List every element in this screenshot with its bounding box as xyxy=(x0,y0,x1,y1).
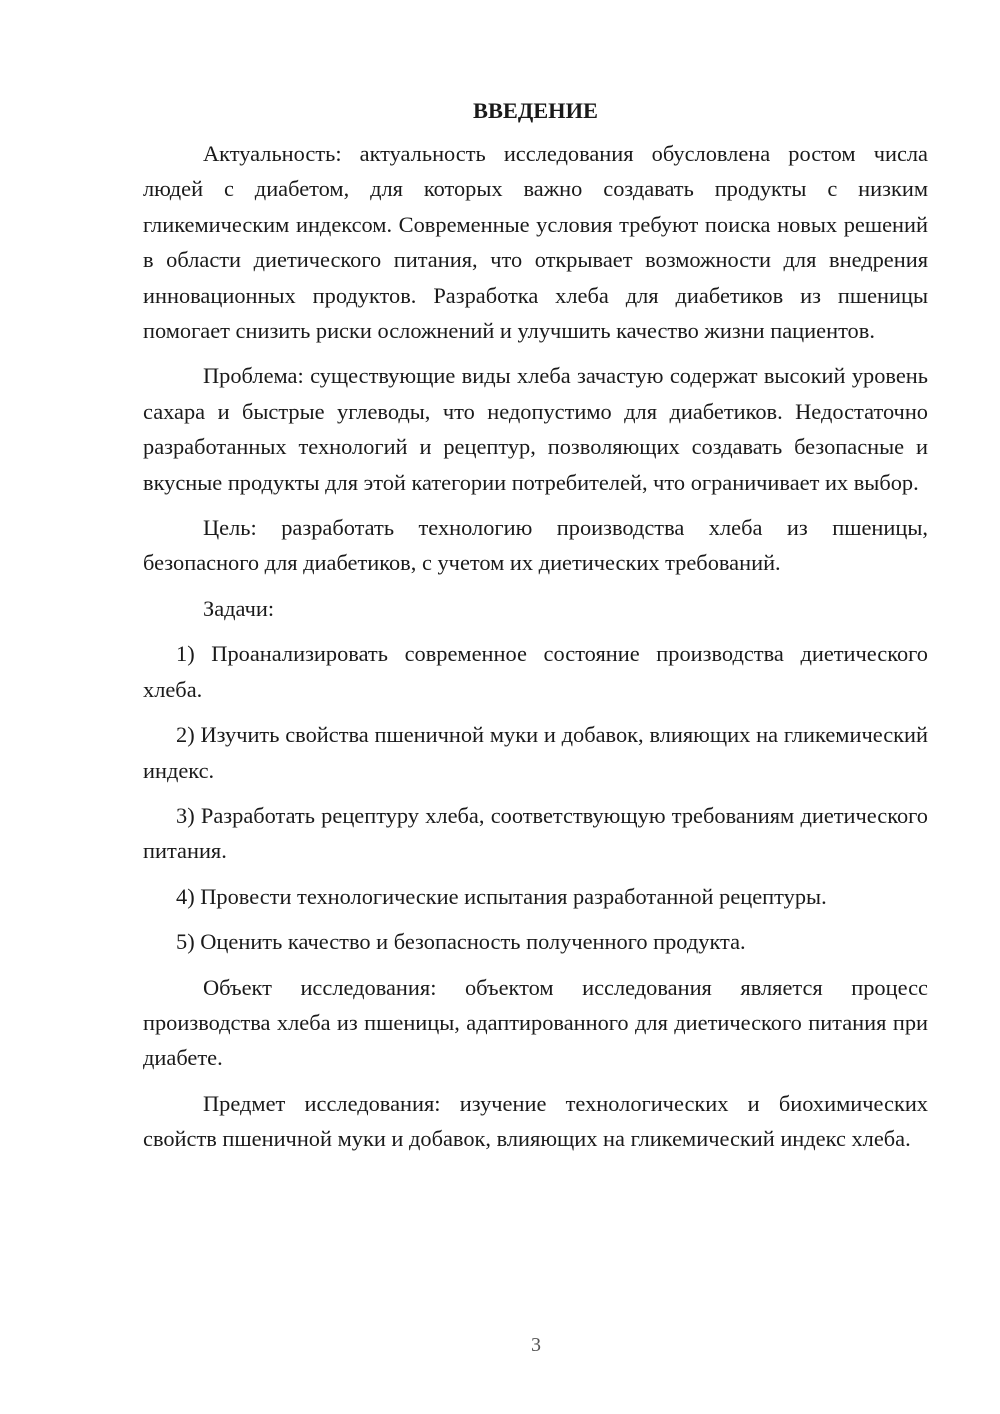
paragraph-goal: Цель: разработать технологию производства хлеба из пшеницы, безопасного для диабетиков, с учетом их диетических требований. xyxy=(143,515,928,576)
paragraph-subject: Предмет исследования: изучение технологических и биохимических свойств пшеничной муки и добавок, влияющих на гликемический индекс хлеба. xyxy=(143,1090,928,1152)
task-item-2: 2) Изучить свойства пшеничной муки и добавок, влияющих на гликемический индекс. xyxy=(143,722,928,783)
task-item-3: 3) Разработать рецептуру хлеба, соответствующую требованиям диетического питания. xyxy=(143,802,928,864)
task-item-5: 5) Оценить качество и безопасность полученного продукта. xyxy=(176,929,746,955)
tasks-heading: Задачи: xyxy=(203,595,275,621)
page-content xyxy=(143,96,928,1167)
paragraph-problem: Проблема: существующие виды хлеба зачастую содержат высокий уровень сахара и быстрые углеводы, что недопустимо для диабетиков. Недостаточно разработанных технологий и рецептур, позволяющих создавать безопасные и вкусные продукты для этой категории потребителей, что ограничивает их выбор. xyxy=(143,363,928,495)
task-item-4: 4) Провести технологические испытания разработанной рецептуры. xyxy=(176,883,827,909)
task-item-1: 1) Проанализировать современное состояние производства диетического хлеба. xyxy=(143,641,928,702)
section-title: ВВЕДЕНИЕ xyxy=(473,98,598,123)
paragraph-object: Объект исследования: объектом исследования является процесс производства хлеба из пшеницы, адаптированного для диетического питания при диабете. xyxy=(143,974,928,1071)
page-number: 3 xyxy=(531,1334,541,1356)
paragraph-relevance: Актуальность: актуальность исследования обусловлена ростом числа людей с диабетом, для которых важно создавать продукты с низким гликемическим индексом. Современные условия требуют поиска новых решений в области диетического питания, что открывает возможности для внедрения инновационных продуктов. Разработка хлеба для диабетиков из пшеницы помогает снизить риски осложнений и улучшить качество жизни пациентов. xyxy=(143,141,928,344)
